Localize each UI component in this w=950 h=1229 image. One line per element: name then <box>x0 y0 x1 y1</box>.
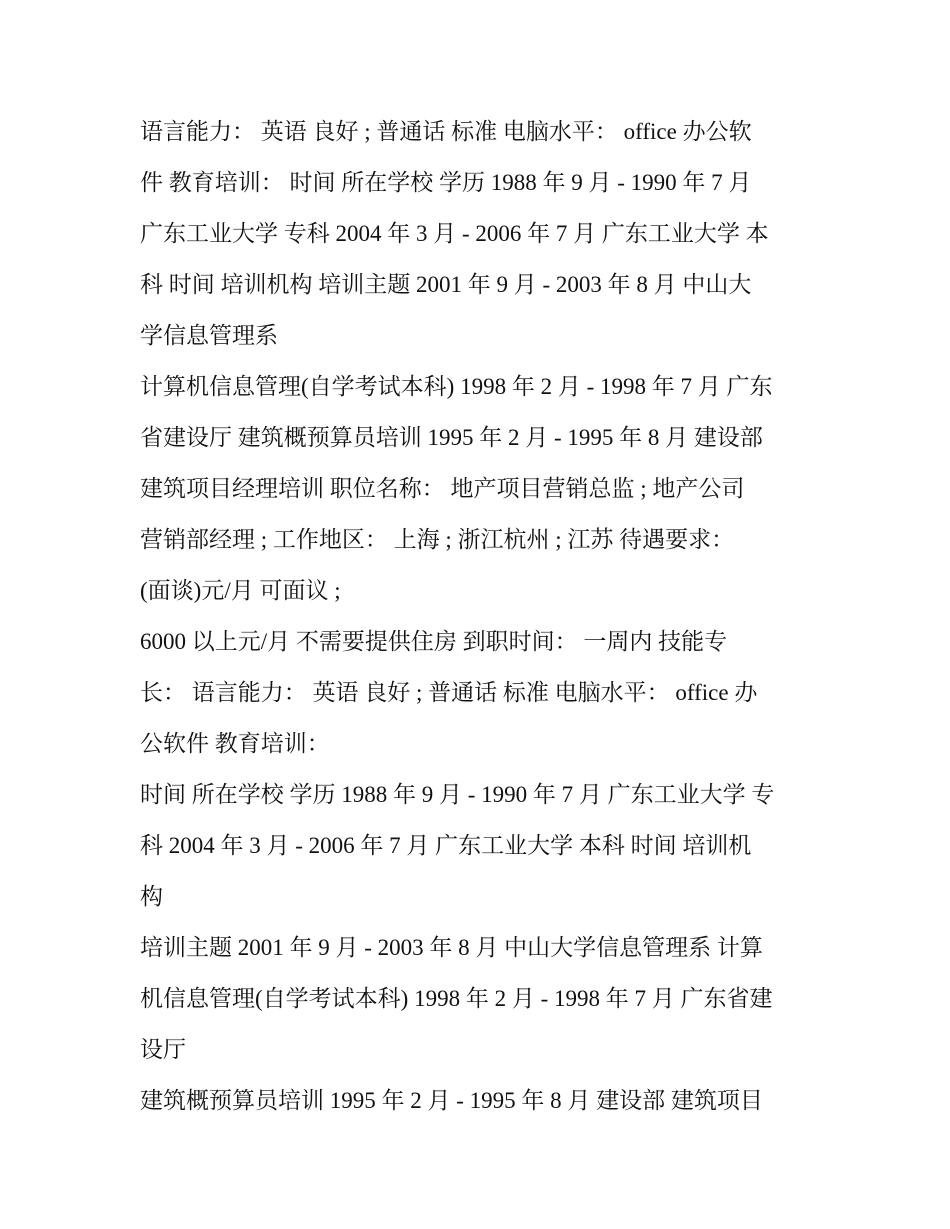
text-line: 公软件 教育培训： <box>140 731 330 756</box>
text-line: 设厅 <box>140 1037 186 1062</box>
text-line: 语言能力： 英语 良好 ; 普通话 标准 电脑水平： office 办公软 <box>140 119 752 144</box>
text-line: 建筑项目经理培训 职位名称： 地产项目营销总监 ; 地产公司 <box>140 476 745 501</box>
text-line: 科 2004 年 3 月 - 2006 年 7 月 广东工业大学 本科 时间 培训机 <box>140 833 752 858</box>
text-line: 科 时间 培训机构 培训主题 2001 年 9 月 - 2003 年 8 月 中山大 <box>140 272 752 297</box>
text-line: 构 <box>140 884 163 909</box>
text-line: 长： 语言能力： 英语 良好 ; 普通话 标准 电脑水平： office 办 <box>140 680 758 705</box>
text-line: (面谈)元/月 可面议 ; <box>140 578 341 603</box>
document-body <box>140 106 820 1126</box>
text-line: 营销部经理 ; 工作地区： 上海 ; 浙江杭州 ; 江苏 待遇要求： <box>140 527 735 552</box>
text-line: 时间 所在学校 学历 1988 年 9 月 - 1990 年 7 月 广东工业大学 专 <box>140 782 775 807</box>
text-line: 机信息管理(自学考试本科) 1998 年 2 月 - 1998 年 7 月 广东省建 <box>140 986 773 1011</box>
text-line: 学信息管理系 <box>140 323 278 348</box>
text-line: 培训主题 2001 年 9 月 - 2003 年 8 月 中山大学信息管理系 计算 <box>140 935 763 960</box>
text-line: 计算机信息管理(自学考试本科) 1998 年 2 月 - 1998 年 7 月 广东 <box>140 374 773 399</box>
text-line: 6000 以上元/月 不需要提供住房 到职时间： 一周内 技能专 <box>140 629 728 654</box>
text-line: 件 教育培训： 时间 所在学校 学历 1988 年 9 月 - 1990 年 7 月 <box>140 170 752 195</box>
text-line: 建筑概预算员培训 1995 年 2 月 - 1995 年 8 月 建设部 建筑项目 <box>140 1088 763 1113</box>
text-line: 省建设厅 建筑概预算员培训 1995 年 2 月 - 1995 年 8 月 建设部 <box>140 425 763 450</box>
text-line: 广东工业大学 专科 2004 年 3 月 - 2006 年 7 月 广东工业大学 本 <box>140 221 769 246</box>
